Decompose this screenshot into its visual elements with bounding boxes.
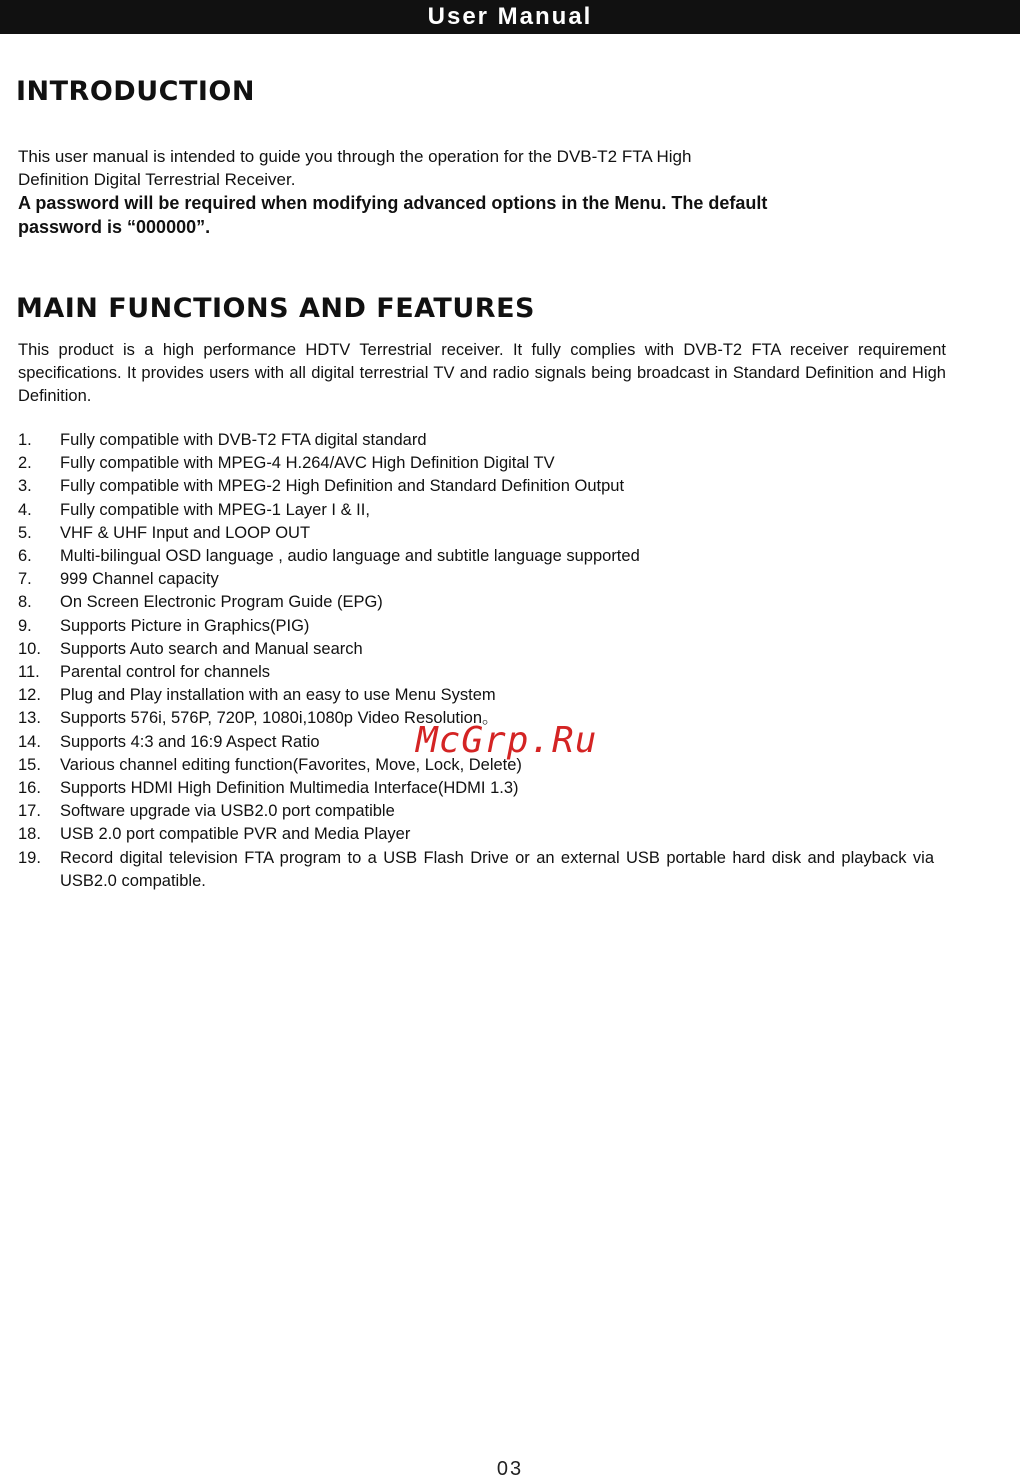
feature-number: 16. (18, 779, 41, 798)
feature-number: 17. (18, 802, 41, 821)
intro-line-2: Definition Digital Terrestrial Receiver. (18, 170, 296, 189)
feature-item-6 (18, 545, 934, 568)
feature-item-18 (18, 823, 934, 846)
password-note-line-2: password is “000000”. (18, 217, 211, 237)
feature-text: Supports Auto search and Manual search (60, 639, 363, 658)
feature-item-7 (18, 568, 934, 591)
feature-text: VHF & UHF Input and LOOP OUT (60, 523, 311, 542)
feature-text: Fully compatible with MPEG-2 High Definition and Standard Definition Output (60, 477, 625, 496)
feature-text: Supports HDMI High Definition Multimedia Interface(HDMI 1.3) (60, 779, 519, 798)
feature-item-4 (18, 499, 934, 522)
feature-number: 14. (18, 732, 41, 751)
feature-item-11 (18, 661, 934, 684)
feature-number: 13. (18, 709, 41, 728)
feature-text: Fully compatible with MPEG-4 H.264/AVC High Definition Digital TV (60, 454, 555, 473)
feature-item-3 (18, 475, 934, 498)
features-intro-paragraph: This product is a high performance HDTV Terrestrial receiver. It fully complies with DVB-T2 FTA receiver requirement specifications. It provides users with all digital terrestrial TV and radio signals being broadcast in Standard Definition and High Definition. (18, 341, 946, 405)
feature-item-8 (18, 591, 934, 614)
page-number: 03 (496, 1458, 524, 1480)
feature-text: Fully compatible with MPEG-1 Layer I & II, (60, 500, 370, 519)
feature-text: 999 Channel capacity (60, 570, 219, 589)
introduction-body (18, 145, 918, 239)
features-heading: MAIN FUNCTIONS AND FEATURES (16, 293, 535, 324)
feature-text: Record digital television FTA program to a USB Flash Drive or an external USB portable hard disk and playback via USB2.0 compatible. (60, 848, 934, 890)
intro-line-1: This user manual is intended to guide you through the operation for the DVB-T2 FTA High (18, 147, 692, 166)
feature-number: 18. (18, 825, 41, 844)
feature-item-16 (18, 777, 934, 800)
feature-text: On Screen Electronic Program Guide (EPG) (60, 593, 383, 612)
feature-number: 19. (18, 848, 41, 867)
feature-text: Various channel editing function(Favorites, Move, Lock, Delete) (60, 755, 522, 774)
feature-number: 1. (18, 431, 32, 449)
introduction-heading: INTRODUCTION (16, 76, 255, 107)
feature-item-19 (18, 847, 934, 893)
feature-number: 10. (18, 639, 41, 658)
feature-item-5 (18, 522, 934, 545)
feature-number: 8. (18, 593, 32, 612)
feature-item-9 (18, 615, 934, 638)
feature-number: 11. (18, 663, 40, 682)
feature-number: 6. (18, 547, 32, 566)
feature-number: 9. (18, 616, 32, 635)
header-bar (0, 0, 1020, 34)
feature-item-17 (18, 800, 934, 823)
feature-number: 2. (18, 454, 32, 473)
watermark-logo: McGrp.Ru (416, 720, 598, 761)
feature-text: Software upgrade via USB2.0 port compatible (60, 802, 395, 821)
feature-item-1 (18, 429, 934, 452)
feature-item-2 (18, 452, 934, 475)
manual-title: User Manual (427, 3, 593, 30)
feature-item-10 (18, 638, 934, 661)
feature-text: Supports 576i, 576P, 720P, 1080i,1080p Video Resolution。 (60, 709, 499, 728)
feature-number: 7. (18, 570, 32, 589)
feature-list (18, 429, 934, 893)
feature-text: Parental control for channels (60, 663, 271, 682)
feature-text: Fully compatible with DVB-T2 FTA digital standard (60, 431, 427, 449)
feature-number: 15. (18, 755, 41, 774)
password-note-line-1: A password will be required when modifying advanced options in the Menu. The default (18, 193, 768, 213)
feature-text: Supports Picture in Graphics(PIG) (60, 616, 310, 635)
feature-text: Supports 4:3 and 16:9 Aspect Ratio (60, 732, 320, 751)
feature-item-12 (18, 684, 934, 707)
feature-number: 3. (18, 477, 32, 496)
feature-number: 5. (18, 523, 32, 542)
feature-text: USB 2.0 port compatible PVR and Media Player (60, 825, 411, 844)
feature-number: 12. (18, 686, 41, 705)
feature-text: Plug and Play installation with an easy to use Menu System (60, 686, 496, 705)
feature-number: 4. (18, 500, 32, 519)
feature-text: Multi-bilingual OSD language , audio language and subtitle language supported (60, 547, 640, 566)
